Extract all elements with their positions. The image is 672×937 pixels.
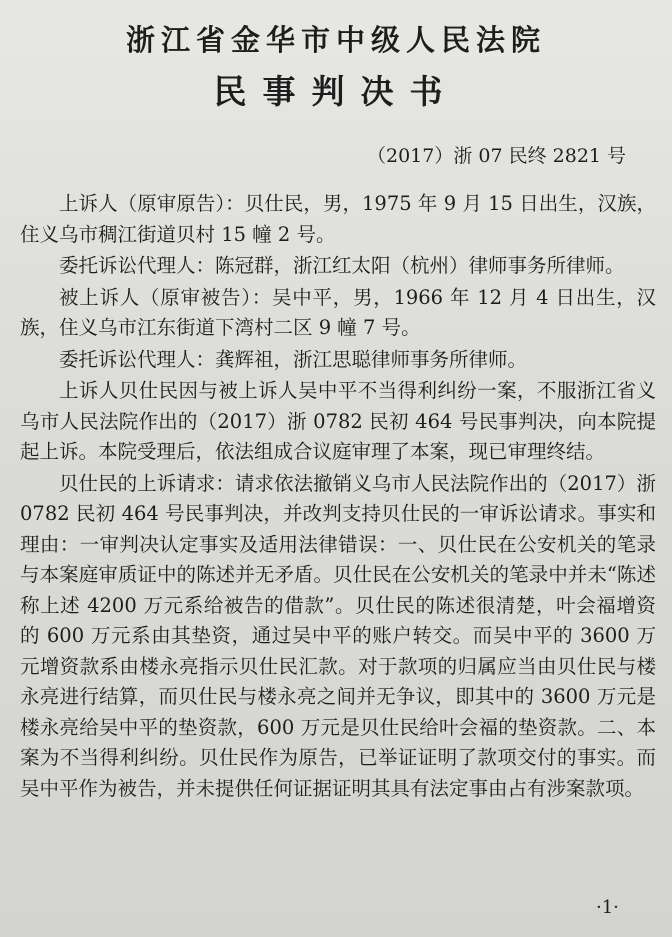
case-summary-paragraph: 上诉人贝仕民因与被上诉人吴中平不当得利纠纷一案，不服浙江省义乌市人民法院作出的（2017）浙 0782 民初 464 号民事判决，向本院提起上诉。本院受理后，依法组成合议庭审理了本案，现已审理终结。	[20, 379, 656, 463]
case-number: （2017）浙 07 民终 2821 号	[367, 145, 627, 167]
appeal-request-paragraph: 贝仕民的上诉请求：请求依法撤销义乌市人民法院作出的（2017）浙 0782 民初 464 号民事判决，并改判支持贝仕民的一审诉讼请求。事实和理由：一审判决认定事实及适用法律错误：一、贝仕民在公安机关的笔录与本案庭审质证中的陈述并无矛盾。贝仕民在公安机关的笔录中并未“陈述称上述 4200 万元系给被告的借款”。贝仕民的陈述很清楚，叶会福增资的 600 万元系由其垫资，通过吴中平的账户转交。而吴中平的 3600 万元增资款系由楼永亮指示贝仕民汇款。对于款项的归属应当由贝仕民与楼永亮进行结算，而贝仕民与楼永亮之间并无争议，即其中的 3600 万元是楼永亮给吴中平的垫资款，600 万元是贝仕民给叶会福的垫资款。二、本案为不当得利纠纷。贝仕民作为原告，已举证证明了款项交付的事实。而吴中平作为被告，并未提供任何证据证明其具有法定事由占有涉案款项。	[20, 471, 656, 800]
appellee-agent-paragraph: 委托诉讼代理人：龚辉祖，浙江思聪律师事务所律师。	[59, 347, 528, 371]
appellee-paragraph: 被上诉人（原审被告）：吴中平，男，1966 年 12 月 4 日出生，汉族，住义乌市江东街道下湾村二区 9 幢 7 号。	[20, 285, 656, 339]
appellant-agent-paragraph: 委托诉讼代理人：陈冠群，浙江红太阳（杭州）律师事务所律师。	[59, 254, 625, 277]
document-title: 民事判决书	[213, 72, 459, 111]
judgment-body	[20, 189, 656, 805]
court-name: 浙江省金华市中级人民法院	[125, 23, 546, 57]
page-number: ·1·	[596, 897, 619, 918]
appellant-paragraph: 上诉人（原审原告）：贝仕民，男，1975 年 9 月 15 日出生，汉族，住义乌市稠江街道贝村 15 幢 2 号。	[20, 192, 656, 246]
